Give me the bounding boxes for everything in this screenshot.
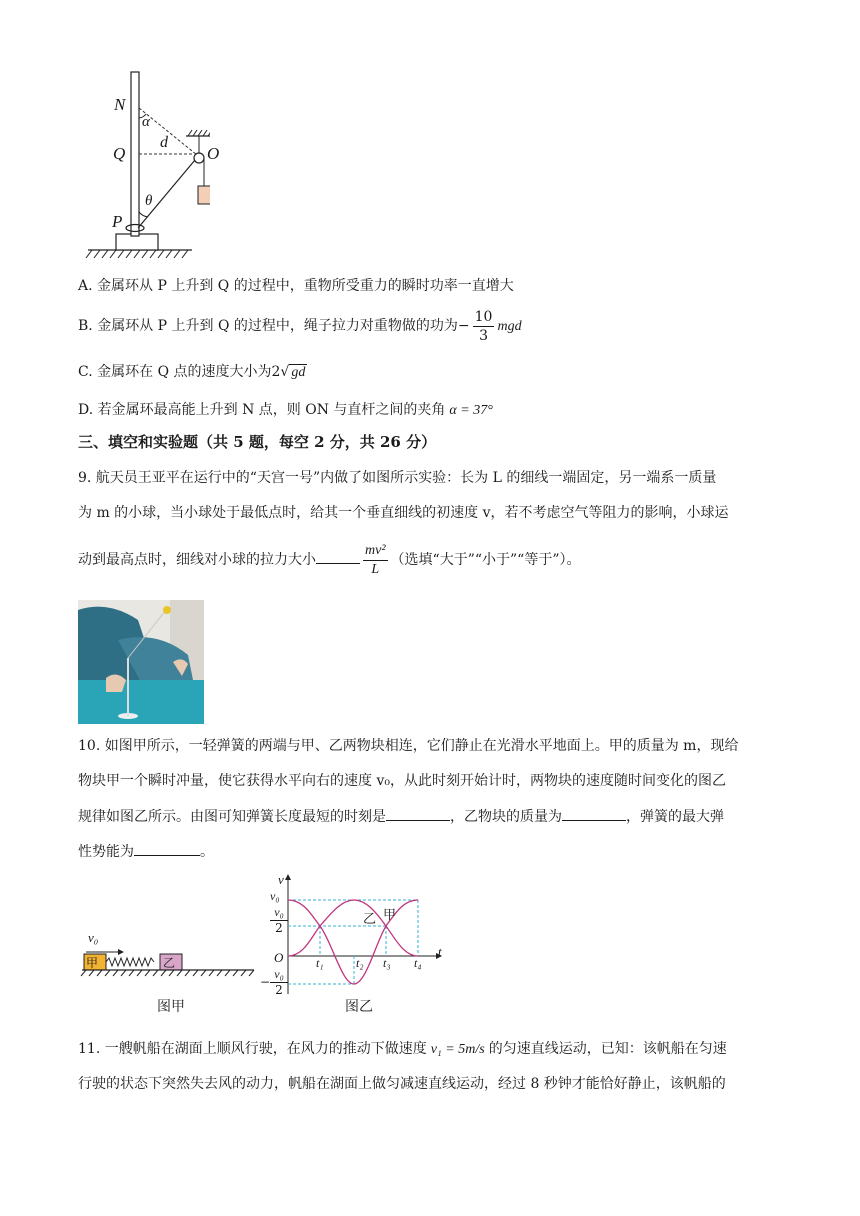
option-c-coef: 2 xyxy=(271,364,281,380)
q11-line1-prefix: 11. 一艘帆船在湖面上顺风行驶，在风力的推动下做速度 xyxy=(78,1041,427,1057)
fig-yi-axis-t: t xyxy=(438,944,442,959)
fig-yi-t1: t₁ xyxy=(316,956,324,970)
fig-jia-block-yi: 乙 xyxy=(163,956,176,970)
fig-yi-axis-v: v xyxy=(278,872,284,887)
pulley-figure xyxy=(80,62,210,262)
q10-line4 xyxy=(78,841,214,862)
q10-line3-b: ，乙物块的质量为 xyxy=(450,809,562,825)
fig-yi-t4: t₄ xyxy=(414,956,422,970)
fig-jia-block-jia: 甲 xyxy=(86,956,99,970)
fig-yi-label-yi: 乙 xyxy=(363,912,377,927)
option-c-root: gd xyxy=(291,365,306,380)
fig-yi-neg-half-num: v₀ xyxy=(270,967,288,983)
label-Q: Q xyxy=(113,144,126,163)
option-b-mgd: mgd xyxy=(497,319,522,334)
option-b-numerator: 10 xyxy=(474,308,493,325)
q9-line2: 为 m 的小球，当小球处于最低点时，给其一个垂直细线的初速度 v，若不考虑空气等阻力的影响，小球运 xyxy=(78,505,729,521)
label-theta: θ xyxy=(145,193,153,209)
label-N: N xyxy=(114,95,126,114)
q10-line4-a: 性势能为 xyxy=(78,844,134,860)
fig-yi-t2: t₂ xyxy=(356,956,364,970)
label-alpha: α xyxy=(142,114,150,130)
q10-blank-1[interactable] xyxy=(386,806,450,821)
label-O: O xyxy=(207,144,220,163)
q9-frac-den: L xyxy=(371,561,380,577)
q10-blank-2[interactable] xyxy=(562,806,626,821)
option-d-math: α = 37° xyxy=(449,403,493,418)
option-c-text: C. 金属环在 Q 点的速度大小为 xyxy=(78,364,272,380)
fig-yi-neg-half-den: 2 xyxy=(275,983,283,997)
q11-line2: 行驶的状态下突然失去风的动力，帆船在湖面上做匀减速直线运动，经过 8 秒钟才能恰好静止，该帆船的 xyxy=(78,1076,726,1092)
option-d-text: D. 若金属环最高能上升到 N 点，则 ON 与直杆之间的夹角 xyxy=(78,402,446,418)
label-d: d xyxy=(160,134,168,151)
option-c: C. 金属环在 Q 点的速度大小为2√ gd xyxy=(78,364,306,380)
q10-line3-c: ，弹簧的最大弹 xyxy=(626,809,724,825)
fig-yi-half xyxy=(270,905,288,936)
option-b-sign: − xyxy=(457,318,470,334)
q10-line2: 物块甲一个瞬时冲量，使它获得水平向右的速度 v₀，从此时刻开始计时，两物块的速度随时间变化的图乙 xyxy=(78,773,726,789)
option-b-fraction xyxy=(473,308,495,345)
fig-yi-label-jia: 甲 xyxy=(383,908,397,923)
q11-line1-suffix: 的匀速直线运动，已知：该帆船在匀速 xyxy=(488,1041,727,1057)
q11-line1 xyxy=(78,1039,727,1060)
q10-line4-b: 。 xyxy=(200,844,214,860)
fig-yi-half-den: 2 xyxy=(275,921,283,935)
fig-yi-origin: O xyxy=(274,950,284,965)
q10-line1: 10. 如图甲所示，一轻弹簧的两端与甲、乙两物块相连，它们静止在光滑水平地面上。甲的质量为 m，现给 xyxy=(78,738,739,754)
fig-jia-v0: v₀ xyxy=(88,930,99,945)
section-3-title: 三、填空和实验题（共 5 题，每空 2 分，共 26 分） xyxy=(78,433,437,451)
q10-line3-a: 规律如图乙所示。由图可知弹簧长度最短的时刻是 xyxy=(78,809,386,825)
option-a: A. 金属环从 P 上升到 Q 的过程中，重物所受重力的瞬时功率一直增大 xyxy=(78,278,514,294)
q10-line3 xyxy=(78,806,724,827)
q9-answer-blank[interactable] xyxy=(316,549,360,564)
q9-line3 xyxy=(78,538,580,582)
q9-frac-num: mv² xyxy=(363,542,388,561)
q10-blank-3[interactable] xyxy=(134,841,200,856)
fig-jia-caption: 图甲 xyxy=(157,999,185,1015)
fig-yi-t3: t₃ xyxy=(383,956,391,970)
q9-line3-suffix: （选填“大于”“小于”“等于”）。 xyxy=(390,552,581,568)
fig-yi-half-num: v₀ xyxy=(270,905,288,921)
q9-line3-prefix: 动到最高点时，细线对小球的拉力大小 xyxy=(78,552,316,568)
q9-fraction xyxy=(363,542,388,579)
option-b-text: B. 金属环从 P 上升到 Q 的过程中，绳子拉力对重物做的功为 xyxy=(78,318,458,334)
fig-yi-v0: v₀ xyxy=(270,889,280,903)
photo-illustration xyxy=(78,600,204,724)
option-b-denominator: 3 xyxy=(479,327,488,344)
q9-line1: 9. 航天员王亚平在运行中的“天宫一号”内做了如图所示实验：长为 L 的细线一端固定，另一端系一质量 xyxy=(78,470,717,486)
label-P: P xyxy=(112,212,123,231)
figure-yi xyxy=(258,872,458,998)
experiment-photo xyxy=(78,600,204,724)
q11-line1-math: v₁ = 5m/s xyxy=(430,1042,485,1057)
option-d xyxy=(78,400,493,421)
fig-yi-caption: 图乙 xyxy=(345,999,373,1015)
fig-yi-neg-sign: − xyxy=(260,975,271,989)
option-b xyxy=(78,304,522,349)
